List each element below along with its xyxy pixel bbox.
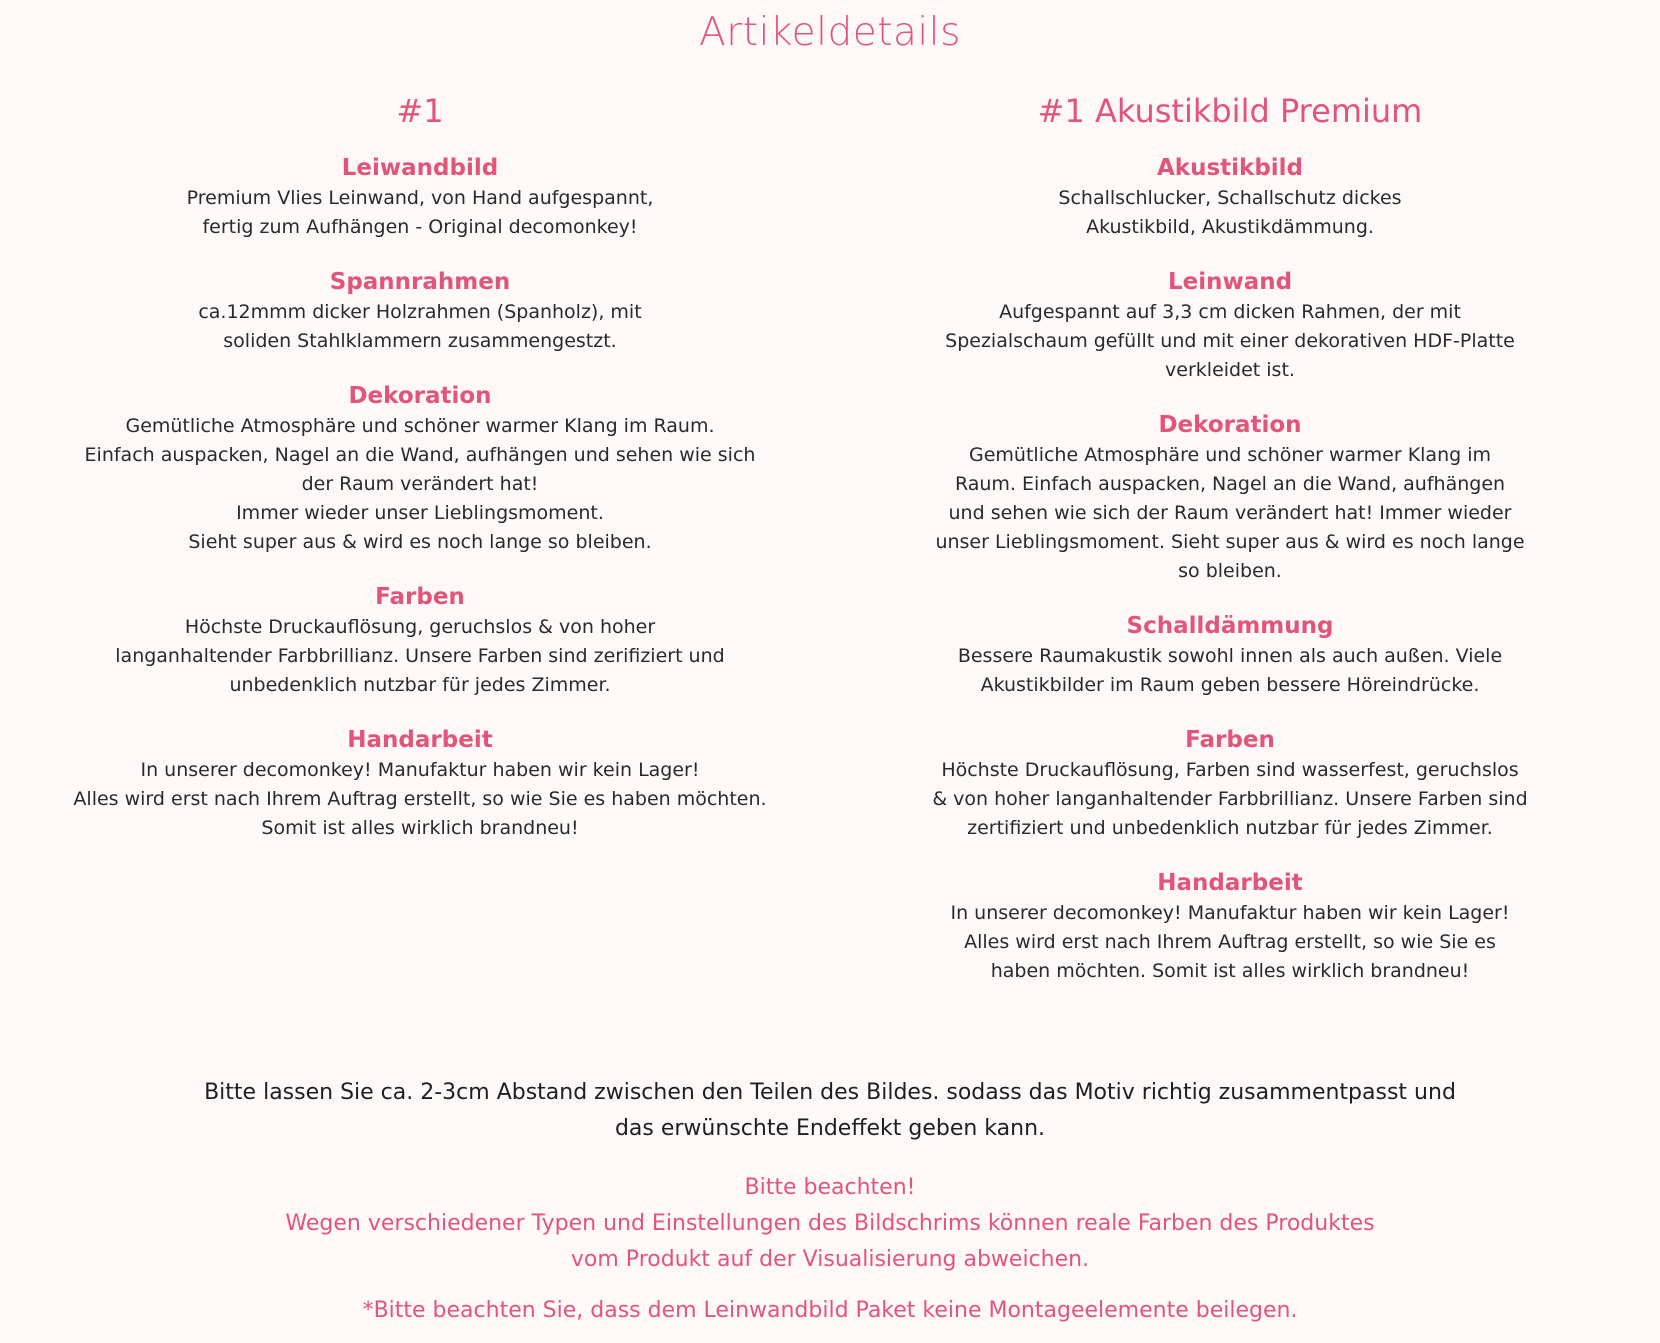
- left-section-dekoration: [40, 380, 800, 557]
- text-line: & von hoher langanhaltender Farbbrillianz. Unsere Farben sind: [932, 788, 1528, 810]
- section-text: [40, 298, 800, 356]
- spacing-note-line: Bitte lassen Sie ca. 2-3cm Abstand zwischen den Teilen des Bildes. sodass das Motiv richtig zusammentpasst und: [204, 1080, 1456, 1105]
- section-text: [40, 184, 800, 242]
- section-heading: Handarbeit: [347, 727, 493, 753]
- text-line: und sehen wie sich der Raum verändert hat! Immer wieder: [948, 502, 1512, 524]
- attention-line: Wegen verschiedener Typen und Einstellungen des Bildschrims können reale Farben des Produktes: [285, 1211, 1375, 1236]
- text-line: Aufgespannt auf 3,3 cm dicken Rahmen, der mit: [999, 301, 1461, 323]
- left-section-farben: [40, 581, 800, 700]
- text-line: Bessere Raumakustik sowohl innen als auch außen. Viele: [957, 645, 1503, 667]
- spacing-note-line: das erwünschte Endeffekt geben kann.: [614, 1116, 1046, 1141]
- text-line: verkleidet ist.: [1165, 359, 1295, 381]
- right-column-title: #1 Akustikbild Premium: [1037, 92, 1423, 130]
- text-line: ca.12mmm dicker Holzrahmen (Spanholz), mit: [198, 301, 642, 323]
- mounting-note: *Bitte beachten Sie, dass dem Leinwandbild Paket keine Montageelemente beilegen.: [362, 1298, 1298, 1323]
- section-text: [900, 184, 1560, 242]
- text-line: Alles wird erst nach Ihrem Auftrag erstellt, so wie Sie es: [964, 931, 1496, 953]
- text-line: Akustikbild, Akustikdämmung.: [1086, 216, 1374, 238]
- text-line: unser Lieblingsmoment. Sieht super aus & wird es noch lange: [935, 531, 1525, 553]
- left-section-leiwandbild: [40, 152, 800, 242]
- left-section-handarbeit: [40, 724, 800, 843]
- text-line: fertig zum Aufhängen - Original decomonkey!: [202, 216, 638, 238]
- page-title: Artikeldetails: [699, 10, 961, 55]
- text-line: Immer wieder unser Lieblingsmoment.: [236, 502, 604, 524]
- text-line: zertifiziert und unbedenklich nutzbar für jedes Zimmer.: [967, 817, 1493, 839]
- text-line: Höchste Druckauflösung, geruchslos & von hoher: [184, 616, 656, 638]
- text-line: Premium Vlies Leinwand, von Hand aufgespannt,: [186, 187, 654, 209]
- section-text: [900, 441, 1560, 586]
- section-text: [900, 298, 1560, 385]
- right-section-handarbeit: [900, 867, 1560, 986]
- section-heading: Leinwand: [1167, 269, 1293, 295]
- text-line: der Raum verändert hat!: [301, 473, 539, 495]
- section-text: [40, 613, 800, 700]
- text-line: Akustikbilder im Raum geben bessere Höreindrücke.: [980, 674, 1480, 696]
- color-attention-note: [0, 1170, 1660, 1278]
- text-line: Alles wird erst nach Ihrem Auftrag erstellt, so wie Sie es haben möchten.: [73, 788, 767, 810]
- spacing-note: [0, 1075, 1660, 1147]
- right-section-farben: [900, 724, 1560, 843]
- section-heading: Dekoration: [348, 383, 492, 409]
- section-text: [40, 756, 800, 843]
- text-line: Gemütliche Atmosphäre und schöner warmer Klang im Raum.: [125, 415, 715, 437]
- left-column: [40, 92, 800, 867]
- section-heading: Handarbeit: [1157, 870, 1303, 896]
- text-line: langanhaltender Farbbrillianz. Unsere Farben sind zerifiziert und: [115, 645, 725, 667]
- text-line: In unserer decomonkey! Manufaktur haben wir kein Lager!: [950, 902, 1510, 924]
- section-heading: Farben: [1185, 727, 1275, 753]
- section-text: [900, 642, 1560, 700]
- text-line: Raum. Einfach auspacken, Nagel an die Wand, aufhängen: [954, 473, 1506, 495]
- text-line: Schallschlucker, Schallschutz dickes: [1058, 187, 1402, 209]
- right-section-leinwand: [900, 266, 1560, 385]
- text-line: Höchste Druckauflösung, Farben sind wasserfest, geruchslos: [941, 759, 1519, 781]
- section-text: [900, 756, 1560, 843]
- right-section-dekoration: [900, 409, 1560, 586]
- section-heading: Spannrahmen: [329, 269, 511, 295]
- right-column: [900, 92, 1560, 1010]
- text-line: haben möchten. Somit ist alles wirklich brandneu!: [990, 960, 1470, 982]
- left-column-title: #1: [396, 92, 444, 130]
- section-heading: Leiwandbild: [341, 155, 499, 181]
- attention-heading: Bitte beachten!: [744, 1175, 916, 1200]
- section-heading: Dekoration: [1158, 412, 1302, 438]
- text-line: Sieht super aus & wird es noch lange so bleiben.: [188, 531, 652, 553]
- text-line: Gemütliche Atmosphäre und schöner warmer Klang im: [969, 444, 1491, 466]
- text-line: Somit ist alles wirklich brandneu!: [261, 817, 579, 839]
- section-heading: Farben: [375, 584, 465, 610]
- left-section-spannrahmen: [40, 266, 800, 356]
- attention-line: vom Produkt auf der Visualisierung abweichen.: [570, 1247, 1090, 1272]
- text-line: In unserer decomonkey! Manufaktur haben wir kein Lager!: [140, 759, 700, 781]
- text-line: Spezialschaum gefüllt und mit einer dekorativen HDF-Platte: [945, 330, 1515, 352]
- section-text: [900, 899, 1560, 986]
- section-heading: Akustikbild: [1156, 155, 1304, 181]
- right-section-schalldaemmung: [900, 610, 1560, 700]
- text-line: unbedenklich nutzbar für jedes Zimmer.: [229, 674, 611, 696]
- text-line: soliden Stahlklammern zusammengestzt.: [223, 330, 617, 352]
- text-line: Einfach auspacken, Nagel an die Wand, aufhängen und sehen wie sich: [84, 444, 756, 466]
- section-heading: Schalldämmung: [1126, 613, 1334, 639]
- right-section-akustikbild: [900, 152, 1560, 242]
- text-line: so bleiben.: [1178, 560, 1282, 582]
- section-text: [40, 412, 800, 557]
